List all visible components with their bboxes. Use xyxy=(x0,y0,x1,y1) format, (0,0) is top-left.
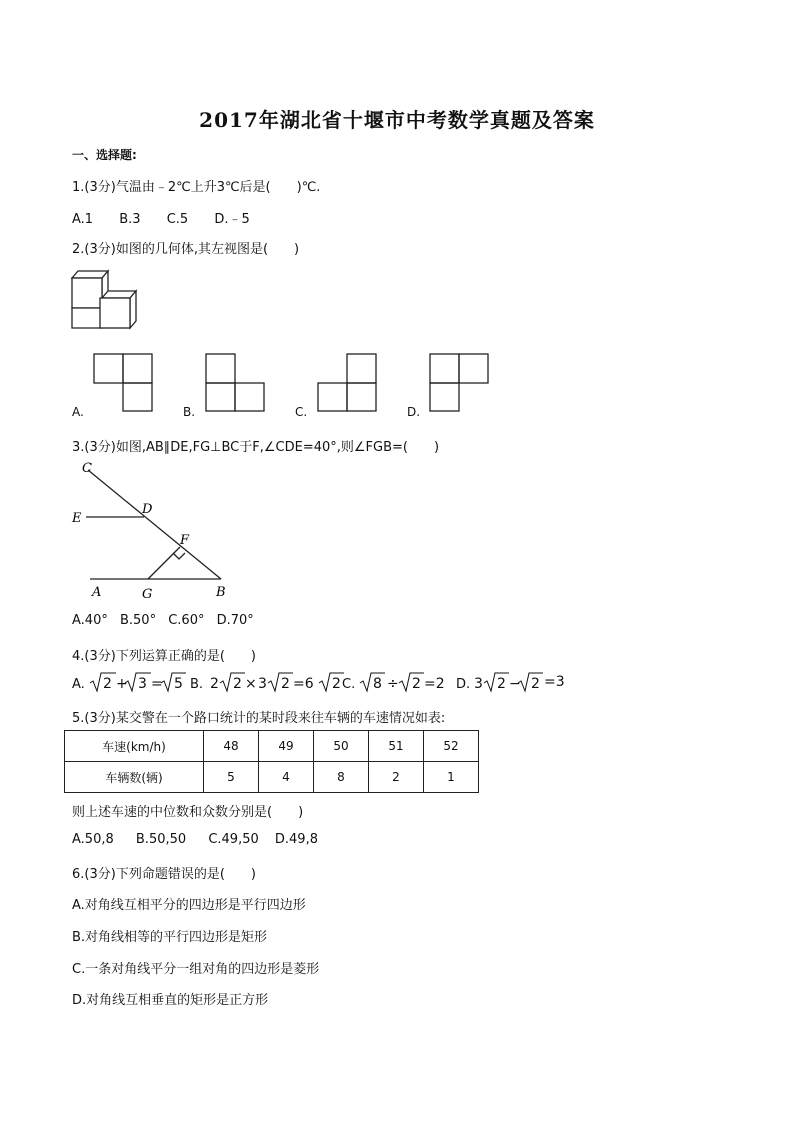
q6-option-c[interactable]: C.一条对角线平分一组对角的四边形是菱形 xyxy=(72,962,320,977)
q2-stem: 2.(3分)如图的几何体,其左视图是( ) xyxy=(72,242,300,257)
table-cell: 49 xyxy=(259,731,314,762)
table-header-cell: 车辆数(辆) xyxy=(65,762,204,793)
point-b-label: B xyxy=(216,585,226,600)
section-heading: 一、选择题: xyxy=(72,148,137,162)
q4-option-d-label: D. xyxy=(456,677,471,692)
svg-text:2: 2 xyxy=(103,676,112,692)
table-cell: 4 xyxy=(259,762,314,793)
q3-options xyxy=(72,613,276,628)
table-cell: 52 xyxy=(424,731,479,762)
q2-option-c-view[interactable] xyxy=(318,354,378,412)
q4-option-b-label: B. xyxy=(190,677,204,692)
q4-option-d-result: =3 xyxy=(544,674,565,690)
q2-option-d-view[interactable] xyxy=(430,354,490,412)
q6-option-b[interactable]: B.对角线相等的平行四边形是矩形 xyxy=(72,930,268,945)
svg-text:+: + xyxy=(116,676,128,692)
table-cell: 1 xyxy=(424,762,479,793)
q5-question: 则上述车速的中位数和众数分别是( ) xyxy=(72,805,304,820)
table-cell: 8 xyxy=(314,762,369,793)
svg-text:3: 3 xyxy=(474,676,483,692)
q3-option-b[interactable]: B.50° xyxy=(119,613,157,628)
q2-option-c-label[interactable]: C. xyxy=(295,405,308,419)
q1-option-d[interactable]: D.﹣5 xyxy=(214,212,250,227)
q6-option-d[interactable]: D.对角线互相垂直的矩形是正方形 xyxy=(72,993,269,1008)
q2-option-a-view[interactable] xyxy=(94,354,154,412)
q1-option-a[interactable]: A.1 xyxy=(72,212,94,227)
q2-solid-figure xyxy=(70,268,140,340)
line-gf xyxy=(148,547,180,579)
point-a-label: A xyxy=(92,585,102,600)
table-cell: 5 xyxy=(204,762,259,793)
svg-text:2: 2 xyxy=(233,676,242,692)
q3-option-c[interactable]: C.60° xyxy=(168,613,205,628)
table-row xyxy=(65,731,479,762)
q2-option-b-view[interactable] xyxy=(206,354,266,412)
svg-text:3: 3 xyxy=(258,676,267,692)
svg-text:×: × xyxy=(245,676,257,692)
svg-text:÷: ÷ xyxy=(387,676,399,692)
q2-option-d-label[interactable]: D. xyxy=(407,405,421,419)
table-cell: 50 xyxy=(314,731,369,762)
q3-option-a[interactable]: A.40° xyxy=(72,613,108,628)
svg-text:2: 2 xyxy=(531,676,540,692)
svg-text:−: − xyxy=(509,676,521,692)
point-f-label: F xyxy=(180,533,190,548)
q1-option-b[interactable]: B.3 xyxy=(119,212,141,227)
q4-option-c-label: C. xyxy=(342,677,356,692)
svg-text:2: 2 xyxy=(210,676,219,692)
table-cell: 48 xyxy=(204,731,259,762)
q1-options xyxy=(72,208,272,227)
q5-option-a[interactable]: A.50,8 xyxy=(72,832,114,847)
q5-options xyxy=(72,832,340,847)
q5-stem: 5.(3分)某交警在一个路口统计的某时段来往车辆的车速情况如表: xyxy=(72,711,446,726)
q2-option-b-label[interactable]: B. xyxy=(183,405,196,419)
point-d-label: D xyxy=(142,502,153,517)
q3-stem: 3.(3分)如图,AB∥DE,FG⊥BC于F,∠CDE=40°,则∠FGB=( ) xyxy=(72,440,440,455)
point-g-label: G xyxy=(142,587,153,602)
svg-text:3: 3 xyxy=(138,676,147,692)
point-c-label: C xyxy=(82,461,92,476)
svg-text:8: 8 xyxy=(373,676,382,692)
svg-text:5: 5 xyxy=(174,676,183,692)
q4-stem: 4.(3分)下列运算正确的是( ) xyxy=(72,649,256,664)
q1-stem: 1.(3分)气温由﹣2℃上升3℃后是( )℃. xyxy=(72,180,321,195)
q5-option-c[interactable]: C.49,50 xyxy=(208,832,259,847)
svg-text:2: 2 xyxy=(281,676,290,692)
page-title: 2017年湖北省十堰市中考数学真题及答案 xyxy=(199,108,595,132)
svg-text:2: 2 xyxy=(497,676,506,692)
table-row xyxy=(65,762,479,793)
q1-option-c[interactable]: C.5 xyxy=(166,212,189,227)
q3-option-d[interactable]: D.70° xyxy=(216,613,254,628)
q4-option-a-label: A. xyxy=(72,677,85,692)
q2-option-a-label[interactable]: A. xyxy=(72,405,84,419)
svg-text:=6: =6 xyxy=(293,676,314,692)
q3-geometry-figure xyxy=(68,460,238,600)
q6-option-a[interactable]: A.对角线互相平分的四边形是平行四边形 xyxy=(72,898,306,913)
line-cb xyxy=(88,470,221,579)
q5-option-b[interactable]: B.50,50 xyxy=(135,832,187,847)
table-cell: 2 xyxy=(369,762,424,793)
svg-text:=: = xyxy=(151,676,163,692)
table-cell: 51 xyxy=(369,731,424,762)
svg-text:2: 2 xyxy=(412,676,421,692)
speed-table xyxy=(64,730,479,793)
point-e-label: E xyxy=(72,511,82,526)
svg-text:=2: =2 xyxy=(424,676,445,692)
table-header-cell: 车速(km/h) xyxy=(65,731,204,762)
svg-text:2: 2 xyxy=(332,676,341,692)
q5-option-d[interactable]: D.49,8 xyxy=(274,832,318,847)
right-angle-mark xyxy=(173,553,185,559)
q4-options xyxy=(72,670,552,698)
q6-stem: 6.(3分)下列命题错误的是( ) xyxy=(72,867,256,882)
